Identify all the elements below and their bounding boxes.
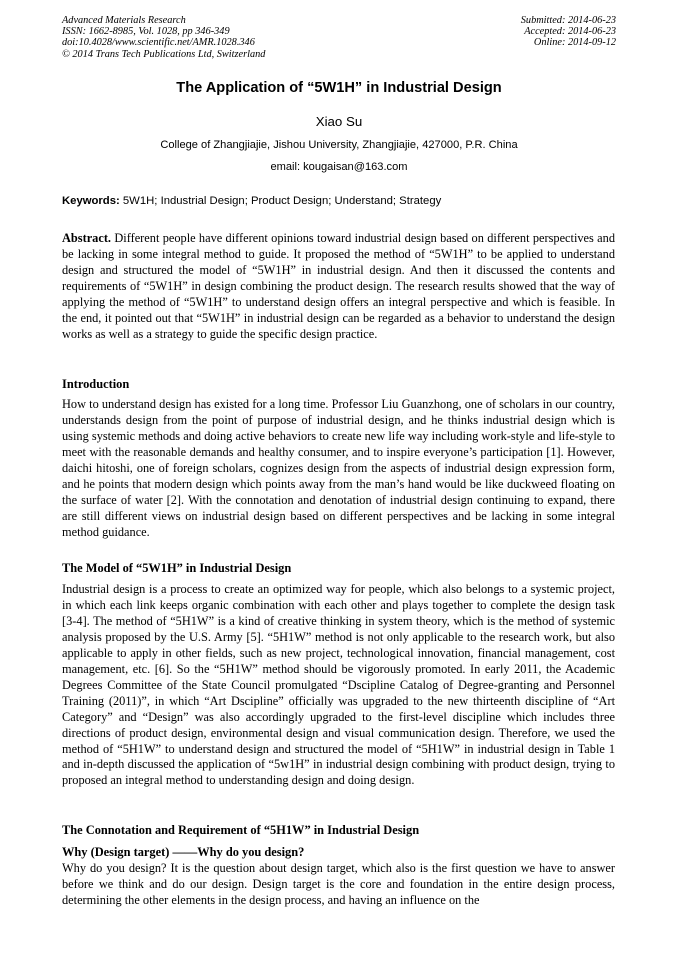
author-affiliation: College of Zhangjiajie, Jishou University, Zhangjiajie, 427000, P.R. China: [160, 139, 518, 151]
abstract-text: Different people have different opinions toward industrial design based on different perspectives and be lacking in some integral method to guide. It proposed the method of “5W1H” to be applied to understand design and structured the model of “5W1H” in industrial design. And then it discussed the contents and requirements of “5W1H” in design combining the product design. The research results showed that the way of applying the method of “5W1H” to understand design offers an integral perspective and which is feasible. In the end, it pointed out that “5W1H” in industrial design can be regarded as a behavior to understand the design works as well as a strategy to guide the specific design practice.: [62, 231, 615, 341]
journal-copyright: © 2014 Trans Tech Publications Ltd, Switzerland: [62, 48, 266, 60]
connotation-heading: The Connotation and Requirement of “5H1W” in Industrial Design: [62, 823, 420, 837]
journal-info: [62, 15, 265, 60]
author-name: Xiao Su: [315, 114, 363, 129]
paper-title: The Application of “5W1H” in Industrial Design: [176, 80, 502, 96]
why-paragraph: Why do you design? It is the question about design target, which also is the first question we have to answer before we think and do our design. Design target is the core and foundation in the entire design process, determining the other elements in the design process, and having an influence on the: [62, 861, 615, 907]
keywords-text: 5W1H; Industrial Design; Product Design; Understand; Strategy: [119, 195, 442, 207]
model-paragraph: Industrial design is a process to create an optimized way for people, which also belongs to a systemic project, in which each link keeps organic combination with each other and plays together to complete the design task [3-4]. The method of “5H1W” is a kind of creative thinking in system theory, which is the method of systemic analysis proposed by the U.S. Army [5]. “5H1W” method is not only applicable to the research work, but also applicable to apply in other fields, such as new project, technological innovation, financial management, cost management, etc. [6]. So the “5H1W” method should be vigorously promoted. In early 2011, the Academic Degrees Committee of the State Council promulgated “Dscipline Catalog of Degree-granting and Personnel Training (2011)”, in which “Art Dscipline” officially was upgraded to the new thirteenth discipline of “Art Category” and “Design” was also accordingly upgraded to the first-level discipline which includes three directions of product design, environmental design and visual communication design. Therefore, we used the method of “5H1W” to understand design and structured the model of “5H1W” in industrial design in Table 1 and in-depth discussed the application of “5w1H” in industrial design combining with product design, trying to proposed an integral method to understanding design and doing design.: [62, 582, 615, 788]
journal-issn: ISSN: 1662-8985, Vol. 1028, pp 346-349: [62, 26, 230, 38]
introduction-heading: Introduction: [62, 377, 130, 391]
abstract: [62, 231, 615, 343]
keywords: [62, 195, 618, 207]
author-email: email: kougaisan@163.com: [270, 161, 408, 173]
submission-dates: [521, 15, 616, 49]
online-date: Online: 2014-09-12: [533, 37, 616, 49]
journal-name: Advanced Materials Research: [62, 15, 186, 26]
journal-doi: doi:10.4028/www.scientific.net/AMR.1028.346: [62, 37, 255, 49]
submitted-date: Submitted: 2014-06-23: [520, 15, 616, 26]
accepted-date: Accepted: 2014-06-23: [524, 26, 616, 38]
model-heading: The Model of “5W1H” in Industrial Design: [62, 561, 292, 575]
abstract-label: Abstract.: [62, 231, 112, 245]
introduction-paragraph: How to understand design has existed for a long time. Professor Liu Guanzhong, one of scholars in our country, understands design from the point of purpose of industrial design, and he thinks industrial design which is using systemic methods and doing active behaviors to create new life way including work-style and life-style to meet with the reasonable demands and healthy consumer, and to inspire everyone’s participation [1]. However, daichi hitoshi, one of foreign scholars, cognizes design from the aspects of industrial design expression form, and he points that modern design which points away from the man’s hand would be like duckweed floating on the surface of water [2]. With the connotation and denotation of industrial design continuing to expand, there are still different views on industrial design based on different perspectives and be lacking in some integral method guidance.: [62, 397, 615, 539]
keywords-label: Keywords:: [62, 195, 120, 207]
why-subheading: Why (Design target) ——Why do you design?: [62, 845, 305, 859]
